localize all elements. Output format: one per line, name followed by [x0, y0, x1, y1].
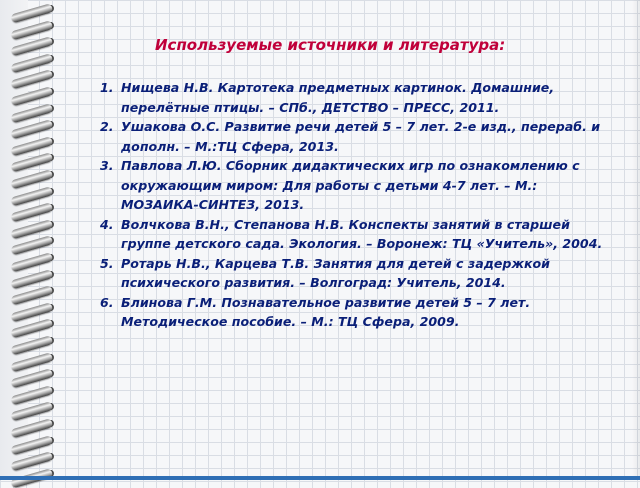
reference-number: 5. — [100, 255, 114, 271]
spiral-ring — [10, 19, 56, 31]
notebook-spiral-binding — [0, 0, 62, 480]
spiral-ring — [10, 384, 56, 396]
spiral-ring — [10, 450, 56, 462]
spiral-ring — [10, 284, 56, 296]
spiral-ring — [10, 35, 56, 47]
reference-item — [100, 117, 605, 156]
spiral-ring — [10, 234, 56, 246]
reference-text: Блинова Г.М. Познавательное развитие детей 5 – 7 лет. Методическое пособие. – М.: ТЦ Сфера, 2009. — [121, 294, 531, 329]
spiral-ring — [10, 201, 56, 213]
reference-item — [100, 293, 605, 332]
spiral-ring — [10, 2, 56, 14]
spiral-ring — [10, 268, 56, 280]
spiral-ring — [10, 417, 56, 429]
spiral-ring — [10, 334, 56, 346]
spiral-ring — [10, 367, 56, 379]
reference-text: Ротарь Н.В., Карцева Т.В. Занятия для детей с задержкой психического развития. – Волгоград: Учитель, 2014. — [121, 255, 550, 290]
spiral-ring — [10, 351, 56, 363]
reference-text: Нищева Н.В. Картотека предметных картинок. Домашние, перелётные птицы. – СПб., ДЕТСТВО – ПРЕСС, 2011. — [121, 80, 555, 115]
reference-item — [100, 254, 605, 293]
spiral-ring — [10, 251, 56, 263]
reference-text: Волчкова В.Н., Степанова Н.В. Конспекты занятий в старшей группе детского сада. Экология. – Воронеж: ТЦ «Учитель», 2004. — [121, 216, 603, 251]
spiral-ring — [10, 68, 56, 80]
bottom-accent-bar — [0, 476, 640, 480]
spiral-ring — [10, 85, 56, 97]
spiral-ring — [10, 317, 56, 329]
reference-number: 2. — [100, 119, 114, 134]
spiral-ring — [10, 168, 56, 180]
spiral-ring — [10, 400, 56, 412]
reference-item — [100, 78, 605, 117]
page-shadow — [632, 0, 640, 480]
reference-item — [100, 156, 605, 215]
spiral-ring — [10, 434, 56, 446]
reference-text: Ушакова О.С. Развитие речи детей 5 – 7 лет. 2-е изд., перераб. и дополн. – М.:ТЦ Сфера, 2013. — [121, 119, 601, 154]
slide-title: Используемые источники и литература: — [155, 36, 506, 54]
spiral-ring — [10, 135, 56, 147]
spiral-ring — [10, 301, 56, 313]
reference-number: 4. — [100, 216, 114, 232]
reference-text: Павлова Л.Ю. Сборник дидактических игр по ознакомлению с окружающим миром: Для работы с детьми 4-7 лет. – М.: МОЗАИКА-СИНТЕЗ, 2013. — [121, 158, 580, 212]
reference-number: 6. — [100, 294, 114, 310]
reference-number: 1. — [100, 80, 114, 95]
spiral-ring — [10, 118, 56, 130]
spiral-ring — [10, 102, 56, 114]
spiral-ring — [10, 185, 56, 197]
reference-number: 3. — [100, 158, 114, 173]
spiral-ring — [10, 218, 56, 230]
spiral-ring — [10, 151, 56, 163]
spiral-ring — [10, 52, 56, 64]
reference-item — [100, 215, 605, 254]
reference-list — [100, 78, 605, 332]
